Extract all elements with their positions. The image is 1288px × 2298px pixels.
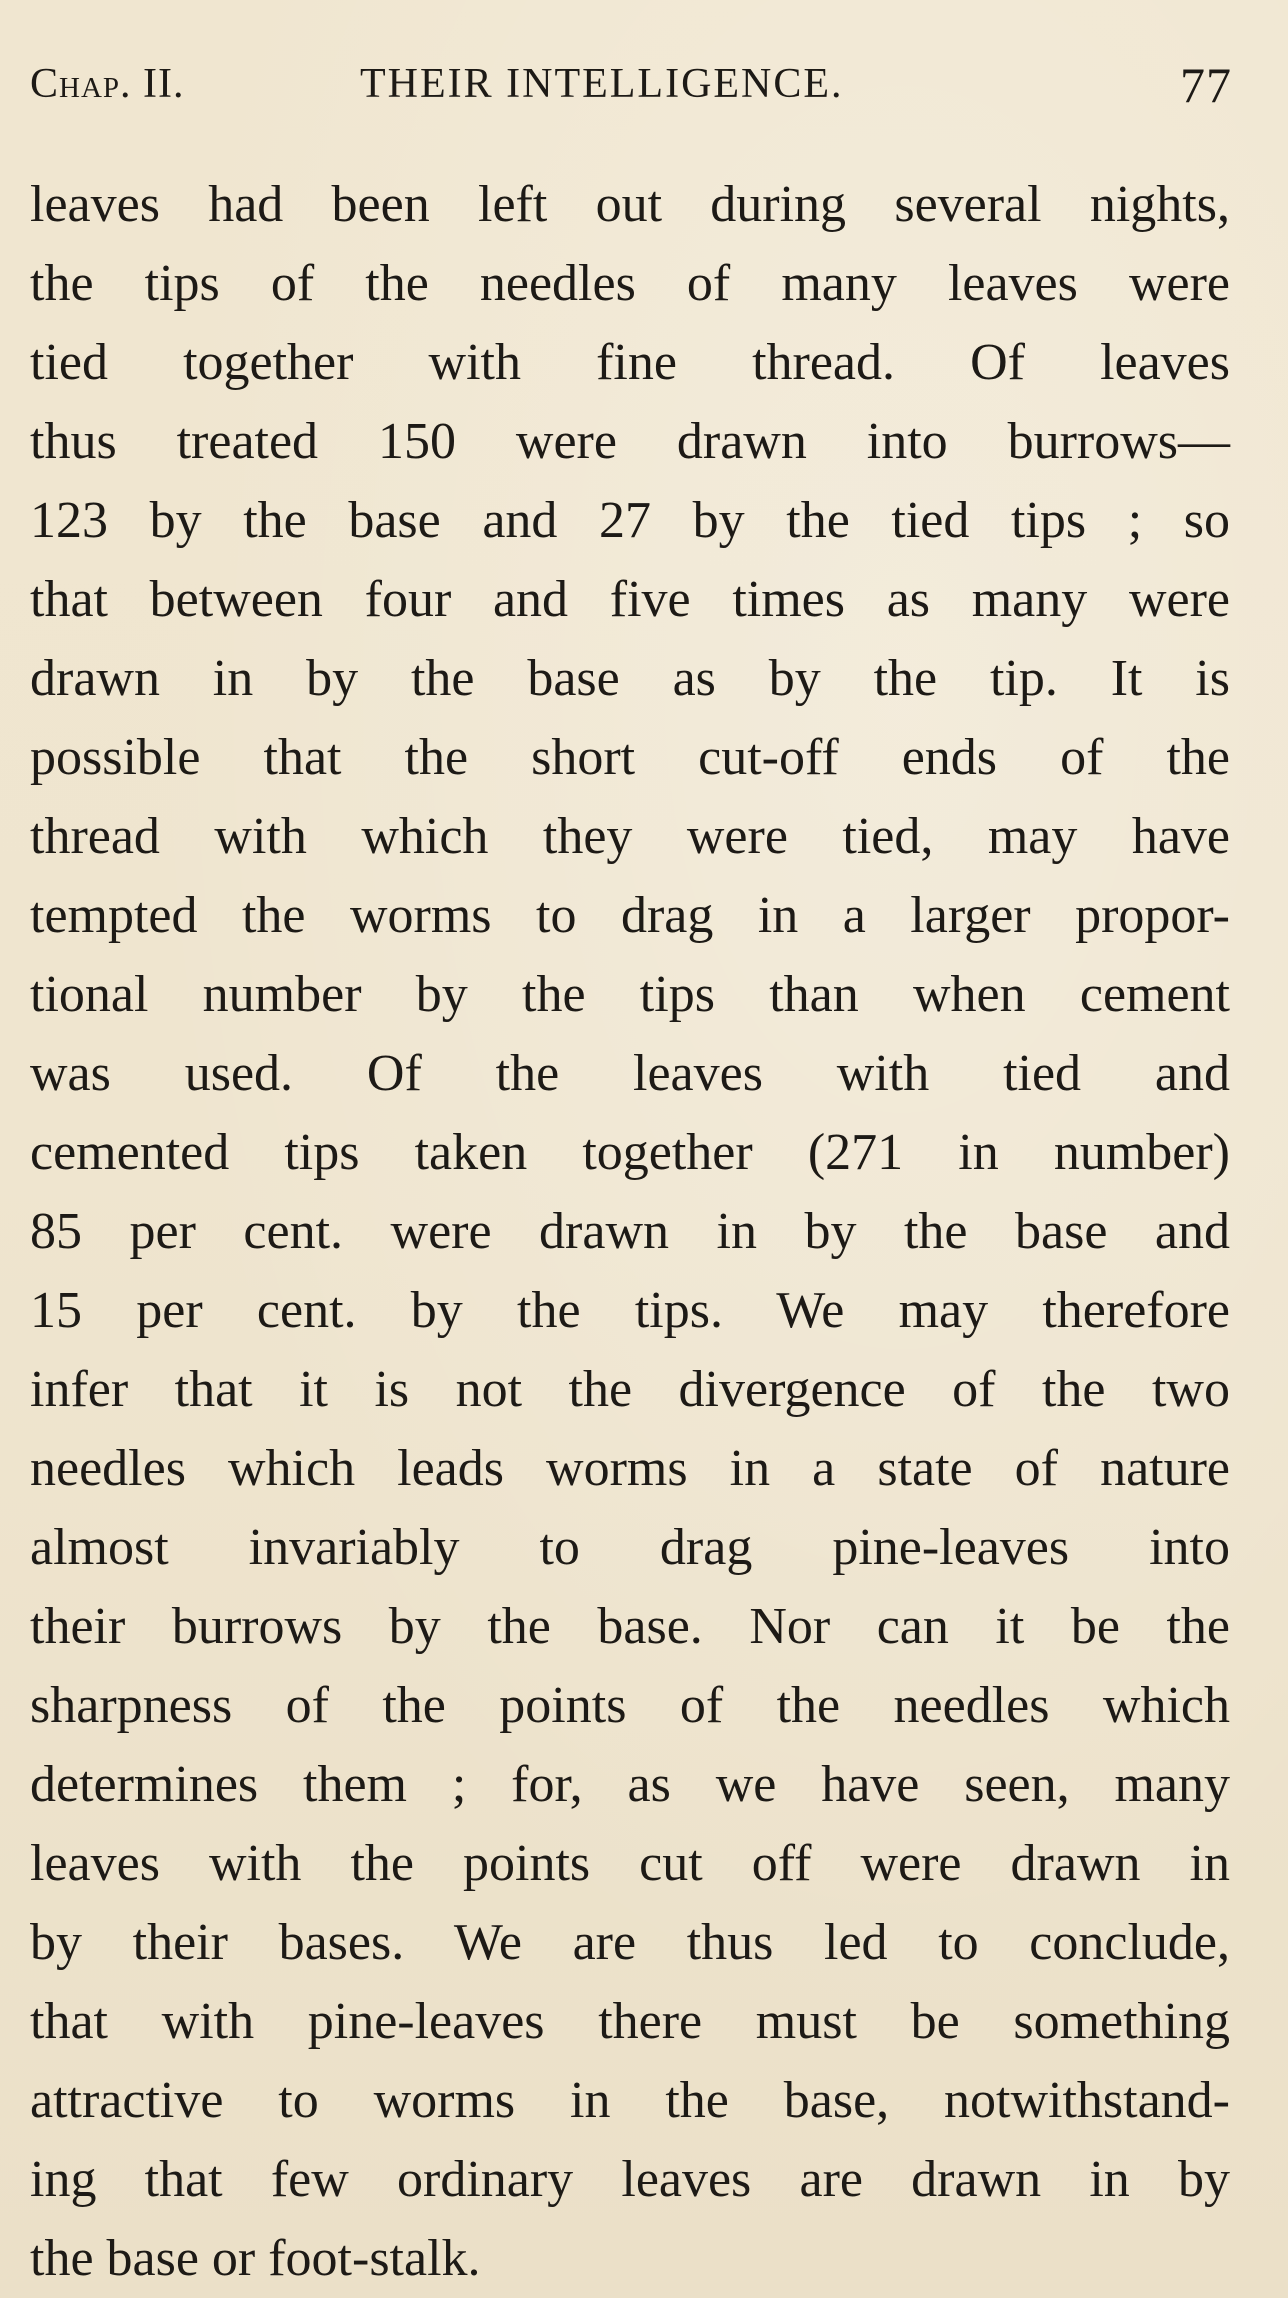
- text-line: was used. Of the leaves with tied and: [30, 1045, 1230, 1102]
- text-line: thus treated 150 were drawn into burrows—: [30, 413, 1230, 470]
- text-line: cemented tips taken together (271 in number): [30, 1124, 1230, 1181]
- text-line: that with pine-leaves there must be something: [30, 1993, 1230, 2050]
- text-line: infer that it is not the divergence of the two: [30, 1361, 1230, 1418]
- text-line: tional number by the tips than when cement: [30, 966, 1230, 1023]
- text-line: 85 per cent. were drawn in by the base and: [30, 1203, 1230, 1260]
- text-line: their burrows by the base. Nor can it be the: [30, 1598, 1230, 1655]
- text-line: sharpness of the points of the needles which: [30, 1677, 1230, 1734]
- text-line: 123 by the base and 27 by the tied tips ; so: [30, 492, 1230, 549]
- text-line: that between four and five times as many were: [30, 571, 1230, 628]
- text-line: tied together with fine thread. Of leaves: [30, 334, 1230, 391]
- text-line: thread with which they were tied, may have: [30, 808, 1230, 865]
- running-title: THEIR INTELLIGENCE.: [360, 61, 844, 107]
- text-line: tempted the worms to drag in a larger propor-: [30, 887, 1230, 944]
- text-line: the tips of the needles of many leaves were: [30, 255, 1230, 312]
- page-number: 77: [1180, 57, 1232, 113]
- text-line: possible that the short cut-off ends of the: [30, 729, 1230, 786]
- text-line: needles which leads worms in a state of nature: [30, 1440, 1230, 1497]
- text-line: leaves had been left out during several nights,: [30, 176, 1230, 233]
- text-line: ing that few ordinary leaves are drawn in by: [30, 2151, 1230, 2208]
- chapter-label: Chap. II.: [30, 61, 185, 107]
- text-line: leaves with the points cut off were drawn in: [30, 1835, 1230, 1892]
- body-text: [30, 165, 1230, 2298]
- text-line: by their bases. We are thus led to conclude,: [30, 1914, 1230, 1971]
- text-line: drawn in by the base as by the tip. It is: [30, 650, 1230, 707]
- running-header: [30, 52, 1230, 112]
- text-line: determines them ; for, as we have seen, many: [30, 1756, 1230, 1813]
- text-line: the base or foot-stalk.: [30, 2230, 481, 2287]
- text-line: almost invariably to drag pine-leaves into: [30, 1519, 1230, 1576]
- text-line: attractive to worms in the base, notwithstand-: [30, 2072, 1230, 2129]
- text-line: 15 per cent. by the tips. We may therefore: [30, 1282, 1230, 1339]
